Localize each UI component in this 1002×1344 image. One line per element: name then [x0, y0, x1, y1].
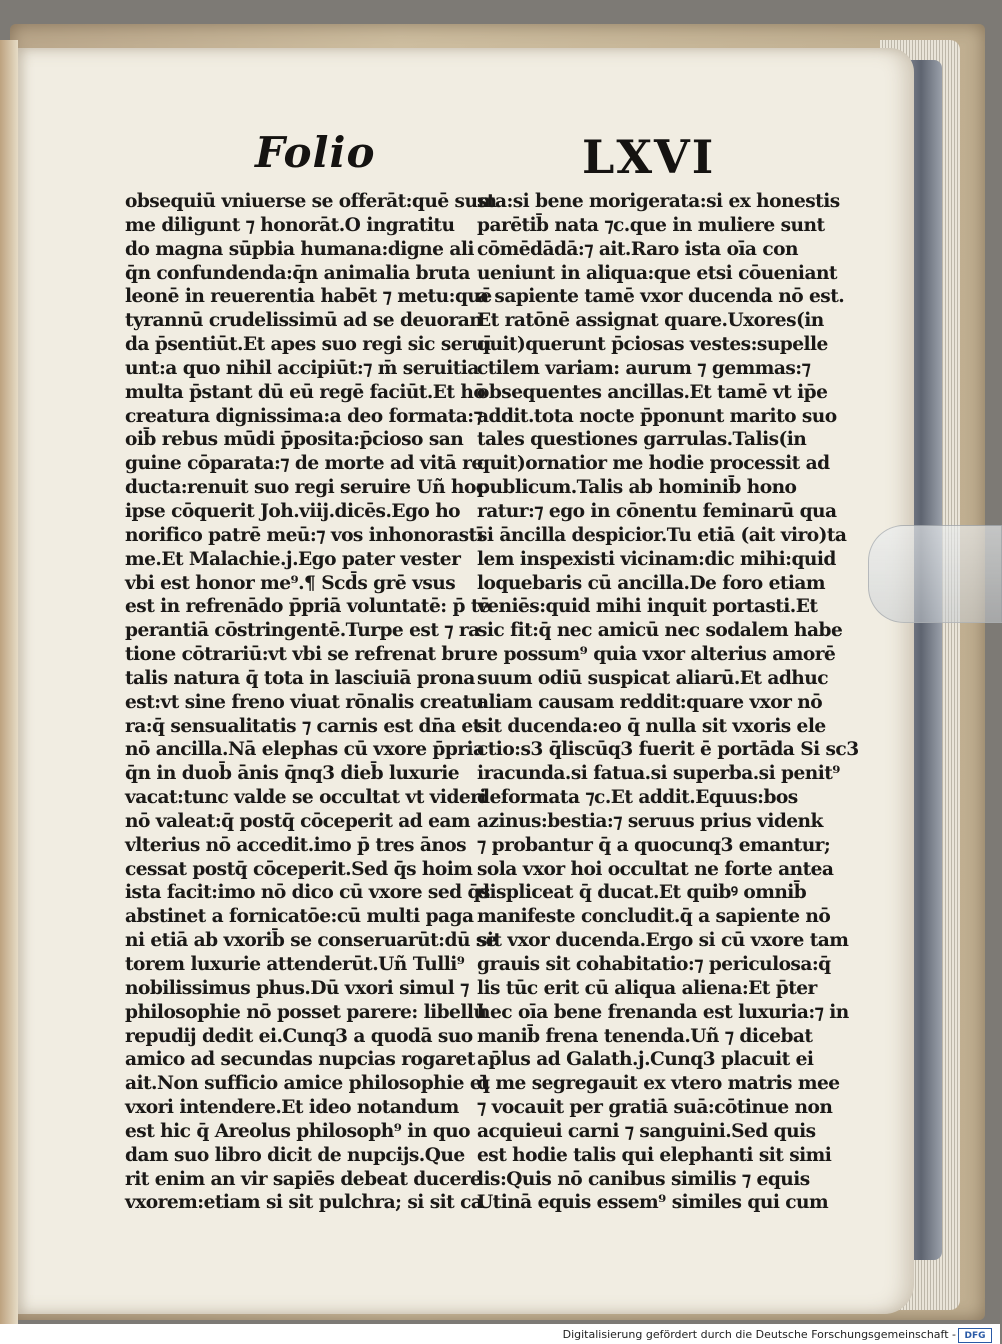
text-line: hec oīa bene frenanda est luxuria:⁊ in	[477, 1001, 849, 1023]
text-line: nobilissimus phus.Dū vxori simul ⁊	[125, 977, 469, 999]
text-line: torem luxurie attenderūt.Uñ Tulli⁹	[125, 954, 465, 975]
text-line: a sapiente tamē vxor ducenda nō est.	[477, 286, 845, 308]
text-line: re possum⁹ quia vxor alterius amorē	[477, 644, 836, 666]
text-line: deformata ⁊c.Et addit.Equus:bos	[477, 787, 798, 809]
text-line: ctio:s3 q̄liscūq3 fuerit ē portāda Si sc3	[477, 739, 859, 761]
text-line: norifico patrē meū:⁊ vos inhonorastī	[125, 524, 484, 546]
text-line: vxori intendere.Et ideo notandum	[125, 1097, 459, 1119]
text-line: q̄n in duob̄ ānis q̄nq3 dieb̄ luxurie	[125, 763, 460, 785]
text-line: quit)ornatior me hodie processit ad	[477, 453, 830, 475]
text-line: manib̄ frena tenenda.Uñ ⁊ dicebat	[477, 1025, 813, 1047]
text-line: tales questiones garrulas.Talis(in	[477, 429, 807, 451]
text-line: tione cōtrariū:vt vbi se refrenat bru	[125, 644, 477, 666]
text-line: ista facit:imo nō dico cū vxore sed q̄s	[125, 882, 490, 904]
text-line: si āncilla despicior.Tu etiā (ait viro)ta	[477, 524, 847, 546]
page-clip	[868, 525, 1002, 623]
text-line: est:vt sine freno viuat rōnalis creatu	[125, 691, 484, 713]
text-line: lem inspexisti vicinam:dic mihi:quid	[477, 548, 836, 570]
text-line: philosophie nō posset parere: libellū	[125, 1001, 487, 1023]
text-line: sit vxor ducenda.Ergo si cū vxore tam	[477, 930, 849, 952]
previous-leaf-edge	[0, 40, 18, 1330]
text-line: publicum.Talis ab hominib̄ hono	[477, 477, 797, 499]
text-line: iracunda.si fatua.si superba.si penit⁹	[477, 763, 840, 785]
text-line: obsequentes ancillas.Et tamē vt ip̄e	[477, 381, 828, 403]
text-line: q̄n confundenda:q̄n animalia bruta	[125, 262, 470, 284]
text-line: Utinā equis essem⁹ similes qui cum	[477, 1192, 829, 1214]
text-line: me.Et Malachie.j.Ego pater vester	[125, 548, 461, 570]
text-line: aliam causam reddit:quare vxor nō	[477, 691, 823, 713]
running-head-folio: Folio	[255, 128, 376, 177]
text-line: displiceat q̄ ducat.Et quibꝰ omnib̄	[477, 882, 807, 904]
text-line: nō ancilla.Nā elephas cū vxore p̄pria	[125, 739, 485, 761]
text-line: unt:a quo nihil accipiūt:⁊ m̄ seruitia	[125, 357, 479, 379]
text-line: vlterius nō accedit.imo p̄ tres ānos	[125, 834, 467, 856]
text-line: talis natura q̄ tota in lasciuiā prona	[125, 667, 475, 689]
text-line: vbi est honor me⁹.¶ Scd̄s grē vsus	[125, 572, 456, 594]
text-line: ⁊ probantur q̄ a quocunq3 emantur;	[477, 834, 831, 856]
text-line: perantiā cōstringentē.Turpe est ⁊ ra	[125, 620, 480, 642]
text-column-left	[125, 190, 498, 1215]
text-line: multa p̄stant dū eū regē faciūt.Et hō	[125, 381, 486, 403]
text-line: cōmēdādā:⁊ ait.Raro ista oīa con	[477, 238, 798, 260]
text-line: tyrannū crudelissimū ad se deuoran	[125, 310, 483, 332]
text-line: repudij dedit ei.Cunq3 a quodā suo	[125, 1025, 473, 1047]
text-line: ipse cōquerit Joh.viij.dicēs.Ego ho	[125, 500, 461, 522]
text-line: ni etiā ab vxorib̄ se conseruarūt:dū se	[125, 930, 498, 952]
text-line: leonē in reuerentia habēt ⁊ metu:quē	[125, 286, 492, 308]
text-line: q̄ me segregauit ex vtero matris mee	[477, 1073, 840, 1095]
text-line: lis:Quis nō canibus similis ⁊ equis	[477, 1168, 810, 1190]
folio-number: LXVI	[582, 130, 716, 184]
text-line: ⁊ vocauit per gratiā suā:cōtinue non	[477, 1097, 833, 1119]
footer-credit: Digitalisierung gefördert durch die Deutsche Forschungsgemeinschaft -	[562, 1328, 956, 1341]
text-line: sic fit:q̄ nec amicū nec sodalem habe	[477, 620, 843, 642]
text-line: creatura dignissima:a deo formata:⁊	[125, 405, 483, 427]
footer-bar	[0, 1324, 1000, 1344]
text-line: ueniunt in aliqua:que etsi cōueniant	[477, 262, 837, 284]
text-line: azinus:bestia:⁊ seruus prius videnk	[477, 810, 823, 832]
text-line: obsequiū vniuerse se offerāt:quē sum	[125, 191, 497, 212]
text-line: abstinet a fornicatōe:cū multi paga	[125, 906, 474, 928]
text-line: ducta:renuit suo regi seruire Uñ hoc	[125, 477, 487, 499]
text-line: ait.Non sufficio amice philosophie et	[125, 1073, 490, 1095]
text-line: ra:q̄ sensualitatis ⁊ carnis est dn̄a et	[125, 715, 481, 737]
text-line: veniēs:quid mihi inquit portasti.Et	[477, 596, 818, 618]
text-line: dam suo libro dicit de nupcijs.Que	[125, 1144, 465, 1166]
text-line: Et ratōnē assignat quare.Uxores(in	[477, 310, 824, 332]
text-line: quit)querunt p̄ciosas vestes:supelle	[477, 334, 828, 356]
text-line: do magna sūpbia humana:digne ali	[125, 238, 474, 260]
text-line: da p̄sentiūt.Et apes suo regi sic seruī	[125, 334, 491, 356]
text-line: loquebaris cū ancilla.De foro etiam	[477, 572, 826, 594]
text-line: est hic q̄ Areolus philosoph⁹ in quo	[125, 1120, 470, 1142]
text-line: sit ducenda:eo q̄ nulla sit vxoris ele	[477, 715, 826, 737]
text-line: est in refrenādo p̄priā voluntatē: p̄ tē	[125, 596, 491, 618]
text-line: ratur:⁊ ego in cōnentu feminarū qua	[477, 500, 837, 522]
text-line: addit.tota nocte p̄ponunt marito suo	[477, 405, 837, 427]
text-line: manifeste concludit.q̄ a sapiente nō	[477, 906, 831, 928]
text-line: est hodie talis qui elephanti sit simi	[477, 1144, 832, 1166]
text-line: nō valeat:q̄ postq̄ cōceperit ad eam	[125, 810, 471, 832]
dfg-logo-icon: DFG	[958, 1328, 992, 1343]
text-line: ctilem variam: aurum ⁊ gemmas:⁊	[477, 357, 811, 379]
text-line: sta:si bene morigerata:si ex honestis	[477, 191, 840, 212]
text-line: me diligunt ⁊ honorāt.O ingratitu	[125, 214, 455, 236]
text-line: oib̄ rebus mūdi p̄posita:p̄cioso san	[125, 429, 464, 451]
text-line: vxorem:etiam si sit pulchra; si sit ca	[125, 1192, 483, 1214]
text-line: sola vxor hoi occultat ne forte antea	[477, 858, 834, 880]
text-column-right	[477, 190, 859, 1215]
text-line: guine cōparata:⁊ de morte ad vitā re	[125, 453, 483, 475]
text-line: lis tūc erit cū aliqua aliena:Et p̄ter	[477, 977, 817, 999]
text-line: amico ad secundas nupcias rogaret	[125, 1049, 475, 1071]
text-line: cessat postq̄ cōceperit.Sed q̄s hoim	[125, 858, 473, 880]
text-line: suum odiū suspicat aliarū.Et adhuc	[477, 667, 829, 689]
text-line: parētib̄ nata ⁊c.que in muliere sunt	[477, 214, 825, 236]
text-line: acquieui carni ⁊ sanguini.Sed quis	[477, 1120, 816, 1142]
text-line: grauis sit cohabitatio:⁊ periculosa:q̄	[477, 954, 831, 975]
text-line: vacat:tunc valde se occultat vt videri	[125, 787, 486, 809]
text-line: ap̄lus ad Galath.j.Cunq3 placuit ei	[477, 1049, 814, 1071]
text-line: rit enim an vir sapiēs debeat ducere	[125, 1168, 482, 1190]
